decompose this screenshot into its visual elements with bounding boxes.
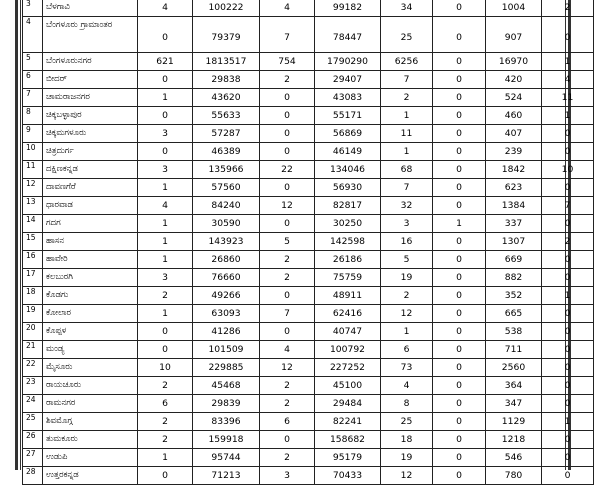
value-cell-c2: 100222 xyxy=(193,0,260,17)
serial-number-cell: 26 xyxy=(23,431,43,449)
value-cell-c2: 83396 xyxy=(193,413,260,431)
value-cell-c4: 75759 xyxy=(315,269,381,287)
value-cell-c6: 0 xyxy=(433,449,486,467)
value-cell-c4: 43083 xyxy=(315,89,381,107)
value-cell-c5: 5 xyxy=(381,251,433,269)
district-name-cell: ಹಾವೇರಿ xyxy=(43,251,138,269)
value-cell-c2: 57560 xyxy=(193,179,260,197)
value-cell-c5: 6 xyxy=(381,341,433,359)
value-cell-c4: 100792 xyxy=(315,341,381,359)
value-cell-c2: 84240 xyxy=(193,197,260,215)
value-cell-c1: 0 xyxy=(138,143,193,161)
value-cell-c5: 6256 xyxy=(381,53,433,71)
value-cell-c7: 460 xyxy=(486,107,542,125)
district-name-cell: ಮಂಡ್ಯ xyxy=(43,341,138,359)
table-row xyxy=(23,431,594,449)
table-row xyxy=(23,287,594,305)
serial-number-cell: 5 xyxy=(23,53,43,71)
district-name-cell: ಕಲಬುರಗಿ xyxy=(43,269,138,287)
value-cell-c3: 0 xyxy=(260,143,315,161)
value-cell-c7: 16970 xyxy=(486,53,542,71)
value-cell-c4: 56869 xyxy=(315,125,381,143)
value-cell-c8: 11 xyxy=(542,89,594,107)
value-cell-c3: 0 xyxy=(260,323,315,341)
value-cell-c1: 1 xyxy=(138,215,193,233)
value-cell-c8: 0 xyxy=(542,269,594,287)
value-cell-c2: 63093 xyxy=(193,305,260,323)
value-cell-c8: 0 xyxy=(542,359,594,377)
value-cell-c4: 46149 xyxy=(315,143,381,161)
district-name-cell: ಉತ್ತರಕನ್ನಡ xyxy=(43,467,138,485)
table-row xyxy=(23,71,594,89)
value-cell-c3: 2 xyxy=(260,449,315,467)
value-cell-c1: 1 xyxy=(138,449,193,467)
value-cell-c1: 3 xyxy=(138,161,193,179)
value-cell-c8: 0 xyxy=(542,179,594,197)
value-cell-c4: 99182 xyxy=(315,0,381,17)
value-cell-c7: 1129 xyxy=(486,413,542,431)
value-cell-c4: 78447 xyxy=(315,17,381,53)
table-row xyxy=(23,197,594,215)
value-cell-c3: 2 xyxy=(260,71,315,89)
value-cell-c6: 0 xyxy=(433,341,486,359)
value-cell-c8: 0 xyxy=(542,377,594,395)
value-cell-c2: 229885 xyxy=(193,359,260,377)
value-cell-c6: 0 xyxy=(433,359,486,377)
value-cell-c8: 4 xyxy=(542,71,594,89)
value-cell-c1: 0 xyxy=(138,17,193,53)
serial-number-cell: 4 xyxy=(23,17,43,53)
value-cell-c2: 71213 xyxy=(193,467,260,485)
value-cell-c1: 2 xyxy=(138,413,193,431)
value-cell-c8: 1 xyxy=(542,53,594,71)
value-cell-c5: 8 xyxy=(381,395,433,413)
value-cell-c3: 0 xyxy=(260,215,315,233)
value-cell-c2: 49266 xyxy=(193,287,260,305)
value-cell-c3: 0 xyxy=(260,125,315,143)
table-row xyxy=(23,0,594,17)
serial-number-cell: 9 xyxy=(23,125,43,143)
value-cell-c4: 134046 xyxy=(315,161,381,179)
value-cell-c2: 55633 xyxy=(193,107,260,125)
value-cell-c1: 4 xyxy=(138,197,193,215)
value-cell-c3: 2 xyxy=(260,395,315,413)
value-cell-c3: 7 xyxy=(260,17,315,53)
value-cell-c1: 0 xyxy=(138,71,193,89)
table-body xyxy=(23,0,594,485)
value-cell-c2: 26860 xyxy=(193,251,260,269)
value-cell-c8: 1 xyxy=(542,287,594,305)
table-row xyxy=(23,251,594,269)
value-cell-c3: 0 xyxy=(260,107,315,125)
value-cell-c7: 1218 xyxy=(486,431,542,449)
value-cell-c1: 1 xyxy=(138,251,193,269)
value-cell-c3: 754 xyxy=(260,53,315,71)
value-cell-c7: 239 xyxy=(486,143,542,161)
value-cell-c1: 1 xyxy=(138,179,193,197)
value-cell-c2: 76660 xyxy=(193,269,260,287)
value-cell-c4: 70433 xyxy=(315,467,381,485)
value-cell-c5: 1 xyxy=(381,107,433,125)
serial-number-cell: 6 xyxy=(23,71,43,89)
value-cell-c7: 420 xyxy=(486,71,542,89)
value-cell-c3: 2 xyxy=(260,269,315,287)
value-cell-c6: 0 xyxy=(433,71,486,89)
value-cell-c5: 19 xyxy=(381,449,433,467)
value-cell-c3: 12 xyxy=(260,197,315,215)
value-cell-c2: 45468 xyxy=(193,377,260,395)
value-cell-c1: 0 xyxy=(138,107,193,125)
value-cell-c5: 25 xyxy=(381,17,433,53)
value-cell-c1: 6 xyxy=(138,395,193,413)
value-cell-c6: 0 xyxy=(433,395,486,413)
value-cell-c5: 7 xyxy=(381,179,433,197)
value-cell-c7: 352 xyxy=(486,287,542,305)
serial-number-cell: 15 xyxy=(23,233,43,251)
value-cell-c3: 6 xyxy=(260,413,315,431)
value-cell-c2: 29838 xyxy=(193,71,260,89)
value-cell-c8: 1 xyxy=(542,107,594,125)
value-cell-c7: 882 xyxy=(486,269,542,287)
value-cell-c3: 4 xyxy=(260,0,315,17)
value-cell-c1: 3 xyxy=(138,125,193,143)
value-cell-c3: 4 xyxy=(260,341,315,359)
value-cell-c1: 4 xyxy=(138,0,193,17)
table-row xyxy=(23,323,594,341)
district-name-cell: ಚಿತ್ರದುರ್ಗ xyxy=(43,143,138,161)
serial-number-cell: 3 xyxy=(23,0,43,17)
value-cell-c5: 32 xyxy=(381,197,433,215)
value-cell-c7: 407 xyxy=(486,125,542,143)
value-cell-c6: 0 xyxy=(433,467,486,485)
value-cell-c6: 0 xyxy=(433,125,486,143)
value-cell-c4: 227252 xyxy=(315,359,381,377)
value-cell-c7: 1004 xyxy=(486,0,542,17)
value-cell-c8: 0 xyxy=(542,395,594,413)
value-cell-c5: 34 xyxy=(381,0,433,17)
value-cell-c3: 3 xyxy=(260,467,315,485)
value-cell-c2: 143923 xyxy=(193,233,260,251)
value-cell-c5: 19 xyxy=(381,269,433,287)
value-cell-c3: 12 xyxy=(260,359,315,377)
table-row xyxy=(23,269,594,287)
table-row xyxy=(23,467,594,485)
serial-number-cell: 24 xyxy=(23,395,43,413)
value-cell-c3: 0 xyxy=(260,179,315,197)
table-row xyxy=(23,53,594,71)
serial-number-cell: 8 xyxy=(23,107,43,125)
value-cell-c6: 0 xyxy=(433,323,486,341)
value-cell-c1: 2 xyxy=(138,377,193,395)
value-cell-c7: 1842 xyxy=(486,161,542,179)
district-name-cell: ಉಡುಪಿ xyxy=(43,449,138,467)
value-cell-c2: 135966 xyxy=(193,161,260,179)
value-cell-c3: 2 xyxy=(260,251,315,269)
table-row xyxy=(23,359,594,377)
value-cell-c4: 26186 xyxy=(315,251,381,269)
value-cell-c8: 0 xyxy=(542,125,594,143)
value-cell-c2: 46389 xyxy=(193,143,260,161)
table-row xyxy=(23,143,594,161)
value-cell-c1: 621 xyxy=(138,53,193,71)
value-cell-c4: 82241 xyxy=(315,413,381,431)
table-row xyxy=(23,161,594,179)
value-cell-c6: 0 xyxy=(433,233,486,251)
value-cell-c2: 79379 xyxy=(193,17,260,53)
value-cell-c6: 0 xyxy=(433,287,486,305)
value-cell-c6: 0 xyxy=(433,413,486,431)
district-name-cell: ದಕ್ಷಿಣಕನ್ನಡ xyxy=(43,161,138,179)
value-cell-c6: 0 xyxy=(433,0,486,17)
value-cell-c8: 0 xyxy=(542,431,594,449)
value-cell-c8: 0 xyxy=(542,143,594,161)
district-name-cell: ಕೊಡಗು xyxy=(43,287,138,305)
value-cell-c6: 0 xyxy=(433,179,486,197)
district-name-cell: ಧಾರವಾಡ xyxy=(43,197,138,215)
value-cell-c4: 29484 xyxy=(315,395,381,413)
value-cell-c8: 0 xyxy=(542,449,594,467)
table-row xyxy=(23,215,594,233)
value-cell-c3: 2 xyxy=(260,377,315,395)
value-cell-c5: 1 xyxy=(381,323,433,341)
district-name-cell: ದಾವಣಗೆರೆ xyxy=(43,179,138,197)
table-row xyxy=(23,449,594,467)
table-row xyxy=(23,89,594,107)
serial-number-cell: 17 xyxy=(23,269,43,287)
value-cell-c4: 40747 xyxy=(315,323,381,341)
value-cell-c8: 2 xyxy=(542,233,594,251)
value-cell-c2: 41286 xyxy=(193,323,260,341)
value-cell-c5: 11 xyxy=(381,125,433,143)
table-row xyxy=(23,305,594,323)
district-name-cell: ಮೈಸೂರು xyxy=(43,359,138,377)
serial-number-cell: 19 xyxy=(23,305,43,323)
value-cell-c1: 2 xyxy=(138,431,193,449)
table-row xyxy=(23,179,594,197)
value-cell-c2: 101509 xyxy=(193,341,260,359)
value-cell-c2: 1813517 xyxy=(193,53,260,71)
value-cell-c6: 0 xyxy=(433,305,486,323)
value-cell-c8: 0 xyxy=(542,305,594,323)
table-row xyxy=(23,413,594,431)
value-cell-c4: 82817 xyxy=(315,197,381,215)
value-cell-c1: 1 xyxy=(138,89,193,107)
value-cell-c5: 16 xyxy=(381,233,433,251)
value-cell-c6: 0 xyxy=(433,143,486,161)
table-row xyxy=(23,341,594,359)
value-cell-c2: 43620 xyxy=(193,89,260,107)
value-cell-c8: 10 xyxy=(542,161,594,179)
serial-number-cell: 16 xyxy=(23,251,43,269)
value-cell-c7: 623 xyxy=(486,179,542,197)
value-cell-c7: 907 xyxy=(486,17,542,53)
value-cell-c4: 142598 xyxy=(315,233,381,251)
value-cell-c7: 1307 xyxy=(486,233,542,251)
value-cell-c5: 18 xyxy=(381,431,433,449)
district-name-cell: ಚಿಕ್ಕಬಳ್ಳಾಪುರ xyxy=(43,107,138,125)
value-cell-c8: 0 xyxy=(542,467,594,485)
value-cell-c8: 0 xyxy=(542,17,594,53)
value-cell-c8: 1 xyxy=(542,413,594,431)
value-cell-c5: 12 xyxy=(381,305,433,323)
value-cell-c6: 0 xyxy=(433,53,486,71)
value-cell-c7: 665 xyxy=(486,305,542,323)
value-cell-c1: 1 xyxy=(138,233,193,251)
value-cell-c4: 45100 xyxy=(315,377,381,395)
serial-number-cell: 23 xyxy=(23,377,43,395)
value-cell-c7: 780 xyxy=(486,467,542,485)
value-cell-c4: 30250 xyxy=(315,215,381,233)
district-name-cell: ಚಾಮರಾಜನಗರ xyxy=(43,89,138,107)
district-name-cell: ಗದಗ xyxy=(43,215,138,233)
district-name-cell: ಕೋಲಾರ xyxy=(43,305,138,323)
value-cell-c5: 4 xyxy=(381,377,433,395)
value-cell-c7: 347 xyxy=(486,395,542,413)
value-cell-c2: 57287 xyxy=(193,125,260,143)
district-name-cell: ಬೀದರ್ xyxy=(43,71,138,89)
value-cell-c4: 48911 xyxy=(315,287,381,305)
value-cell-c6: 0 xyxy=(433,197,486,215)
table-row xyxy=(23,395,594,413)
value-cell-c3: 0 xyxy=(260,89,315,107)
serial-number-cell: 7 xyxy=(23,89,43,107)
value-cell-c5: 3 xyxy=(381,215,433,233)
table-row xyxy=(23,233,594,251)
value-cell-c4: 158682 xyxy=(315,431,381,449)
value-cell-c5: 1 xyxy=(381,143,433,161)
table-row xyxy=(23,17,594,53)
table-row xyxy=(23,377,594,395)
value-cell-c7: 669 xyxy=(486,251,542,269)
value-cell-c7: 538 xyxy=(486,323,542,341)
district-data-table xyxy=(22,0,594,485)
serial-number-cell: 13 xyxy=(23,197,43,215)
value-cell-c6: 0 xyxy=(433,269,486,287)
value-cell-c7: 711 xyxy=(486,341,542,359)
value-cell-c6: 0 xyxy=(433,161,486,179)
district-name-cell: ಬೆಂಗಳೂರು ಗ್ರಾಮಾಂತರ xyxy=(43,17,138,53)
district-name-cell: ಚಿಕ್ಕಮಗಳೂರು xyxy=(43,125,138,143)
value-cell-c2: 30590 xyxy=(193,215,260,233)
serial-number-cell: 12 xyxy=(23,179,43,197)
serial-number-cell: 21 xyxy=(23,341,43,359)
value-cell-c4: 1790290 xyxy=(315,53,381,71)
value-cell-c2: 29839 xyxy=(193,395,260,413)
value-cell-c1: 3 xyxy=(138,269,193,287)
value-cell-c2: 95744 xyxy=(193,449,260,467)
value-cell-c6: 0 xyxy=(433,377,486,395)
value-cell-c8: 7 xyxy=(542,197,594,215)
value-cell-c8: 0 xyxy=(542,215,594,233)
value-cell-c3: 7 xyxy=(260,305,315,323)
value-cell-c7: 364 xyxy=(486,377,542,395)
table-row xyxy=(23,125,594,143)
value-cell-c8: 0 xyxy=(542,341,594,359)
value-cell-c6: 1 xyxy=(433,215,486,233)
value-cell-c4: 29407 xyxy=(315,71,381,89)
value-cell-c5: 68 xyxy=(381,161,433,179)
table-row xyxy=(23,107,594,125)
serial-number-cell: 27 xyxy=(23,449,43,467)
value-cell-c3: 0 xyxy=(260,431,315,449)
district-name-cell: ರಾಯಚೂರು xyxy=(43,377,138,395)
value-cell-c8: 0 xyxy=(542,323,594,341)
serial-number-cell: 18 xyxy=(23,287,43,305)
value-cell-c1: 1 xyxy=(138,305,193,323)
value-cell-c6: 0 xyxy=(433,251,486,269)
value-cell-c8: 2 xyxy=(542,0,594,17)
value-cell-c4: 56930 xyxy=(315,179,381,197)
value-cell-c5: 2 xyxy=(381,287,433,305)
value-cell-c3: 0 xyxy=(260,287,315,305)
value-cell-c3: 22 xyxy=(260,161,315,179)
value-cell-c4: 95179 xyxy=(315,449,381,467)
value-cell-c8: 0 xyxy=(542,251,594,269)
serial-number-cell: 28 xyxy=(23,467,43,485)
district-name-cell: ಬೆಳಗಾವಿ xyxy=(43,0,138,17)
value-cell-c5: 12 xyxy=(381,467,433,485)
serial-number-cell: 22 xyxy=(23,359,43,377)
value-cell-c7: 524 xyxy=(486,89,542,107)
serial-number-cell: 14 xyxy=(23,215,43,233)
value-cell-c6: 0 xyxy=(433,89,486,107)
district-name-cell: ಶಿವಮೊಗ್ಗ xyxy=(43,413,138,431)
district-name-cell: ಬೆಂಗಳೂರುನಗರ xyxy=(43,53,138,71)
value-cell-c6: 0 xyxy=(433,431,486,449)
serial-number-cell: 20 xyxy=(23,323,43,341)
value-cell-c7: 1384 xyxy=(486,197,542,215)
value-cell-c6: 0 xyxy=(433,17,486,53)
serial-number-cell: 10 xyxy=(23,143,43,161)
value-cell-c7: 2560 xyxy=(486,359,542,377)
value-cell-c2: 159918 xyxy=(193,431,260,449)
value-cell-c1: 0 xyxy=(138,323,193,341)
serial-number-cell: 11 xyxy=(23,161,43,179)
value-cell-c4: 62416 xyxy=(315,305,381,323)
value-cell-c1: 0 xyxy=(138,341,193,359)
value-cell-c7: 337 xyxy=(486,215,542,233)
district-name-cell: ತುಮಕೂರು xyxy=(43,431,138,449)
value-cell-c4: 55171 xyxy=(315,107,381,125)
value-cell-c6: 0 xyxy=(433,107,486,125)
value-cell-c1: 10 xyxy=(138,359,193,377)
value-cell-c1: 2 xyxy=(138,287,193,305)
value-cell-c3: 5 xyxy=(260,233,315,251)
serial-number-cell: 25 xyxy=(23,413,43,431)
value-cell-c5: 25 xyxy=(381,413,433,431)
value-cell-c7: 546 xyxy=(486,449,542,467)
district-name-cell: ಹಾಸನ xyxy=(43,233,138,251)
value-cell-c5: 73 xyxy=(381,359,433,377)
value-cell-c1: 0 xyxy=(138,467,193,485)
value-cell-c5: 7 xyxy=(381,71,433,89)
district-name-cell: ರಾಮನಗರ xyxy=(43,395,138,413)
district-name-cell: ಕೊಪ್ಪಳ xyxy=(43,323,138,341)
value-cell-c5: 2 xyxy=(381,89,433,107)
